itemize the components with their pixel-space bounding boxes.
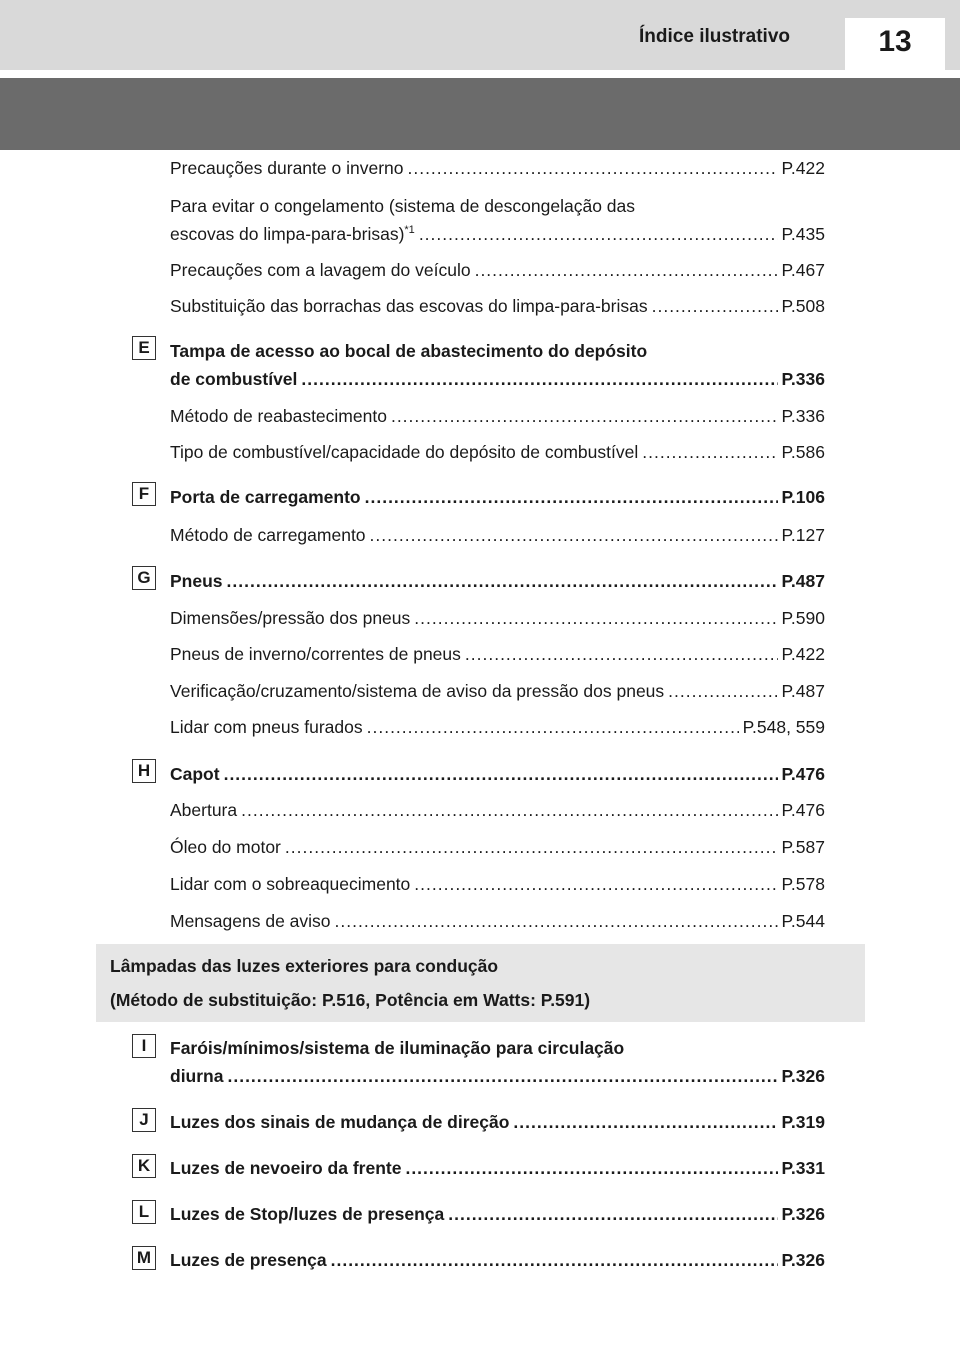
- toc-entry[interactable]: Abertura ..... P.476: [170, 796, 825, 824]
- header-dark-band: [0, 78, 960, 150]
- callout-letter-g: G: [132, 566, 156, 590]
- page-number: 13: [845, 18, 945, 70]
- section-title: Índice ilustrativo: [639, 26, 790, 47]
- callout-letter-m: M: [132, 1246, 156, 1270]
- toc-entry-stop-lights[interactable]: Luzes de Stop/luzes de presença ..... P.326: [170, 1200, 825, 1228]
- header-band: [0, 0, 960, 70]
- toc-entry-fuel-door[interactable]: Tampa de acesso ao bocal de abastecimento do depósito de combustível ..... P.336: [170, 337, 825, 393]
- toc-entry[interactable]: Pneus de inverno/correntes de pneus ..... P.422: [170, 640, 825, 668]
- toc-entry[interactable]: Óleo do motor ..... P.587: [170, 833, 825, 861]
- toc-entry[interactable]: Lidar com pneus furados ..... P.548, 559: [170, 713, 825, 741]
- toc-entry-fog-lights[interactable]: Luzes de nevoeiro da frente ..... P.331: [170, 1154, 825, 1182]
- toc-entry[interactable]: Precauções com a lavagem do veículo ..... P.467: [170, 256, 825, 284]
- toc-entry[interactable]: Mensagens de aviso ..... P.544: [170, 907, 825, 935]
- toc-entry[interactable]: Tipo de combustível/capacidade do depósito de combustível ..... P.586: [170, 438, 825, 466]
- lamps-subheading: (Método de substituição: P.516, Potência em Watts: P.591): [110, 990, 591, 1010]
- toc-entry-tires[interactable]: Pneus ..... P.487: [170, 567, 825, 595]
- lamps-heading-box: [96, 944, 865, 1022]
- callout-letter-j: J: [132, 1108, 156, 1132]
- toc-entry[interactable]: Dimensões/pressão dos pneus ..... P.590: [170, 604, 825, 632]
- toc-entry[interactable]: Para evitar o congelamento (sistema de descongelação das escovas do limpa-para-brisas)$^{*1}$ ..... P.435: [170, 192, 825, 248]
- toc-entry[interactable]: Lidar com o sobreaquecimento ..... P.578: [170, 870, 825, 898]
- toc-entry[interactable]: Método de carregamento ..... P.127: [170, 521, 825, 549]
- toc-entry[interactable]: Verificação/cruzamento/sistema de aviso da pressão dos pneus ..... P.487: [170, 677, 825, 705]
- toc-entry-turn-signals[interactable]: Luzes dos sinais de mudança de direção ..... P.319: [170, 1108, 825, 1136]
- callout-letter-h: H: [132, 759, 156, 783]
- toc-entry[interactable]: Substituição das borrachas das escovas do limpa-para-brisas ..... P.508: [170, 292, 825, 320]
- toc-entry-headlights[interactable]: Faróis/mínimos/sistema de iluminação para circulação diurna ..... P.326: [170, 1034, 825, 1090]
- toc-entry-hood[interactable]: Capot ..... P.476: [170, 760, 825, 788]
- toc-entry[interactable]: Precauções durante o inverno ..... P.422: [170, 154, 825, 182]
- callout-letter-i: I: [132, 1034, 156, 1058]
- callout-letter-l: L: [132, 1200, 156, 1224]
- callout-letter-e: E: [132, 336, 156, 360]
- callout-letter-k: K: [132, 1154, 156, 1178]
- toc-entry[interactable]: Método de reabastecimento ..... P.336: [170, 402, 825, 430]
- toc-entry-tail-lights[interactable]: Luzes de presença ..... P.326: [170, 1246, 825, 1274]
- callout-letter-f: F: [132, 482, 156, 506]
- toc-entry-charging-port[interactable]: Porta de carregamento ..... P.106: [170, 483, 825, 511]
- lamps-heading: Lâmpadas das luzes exteriores para condução: [110, 956, 499, 976]
